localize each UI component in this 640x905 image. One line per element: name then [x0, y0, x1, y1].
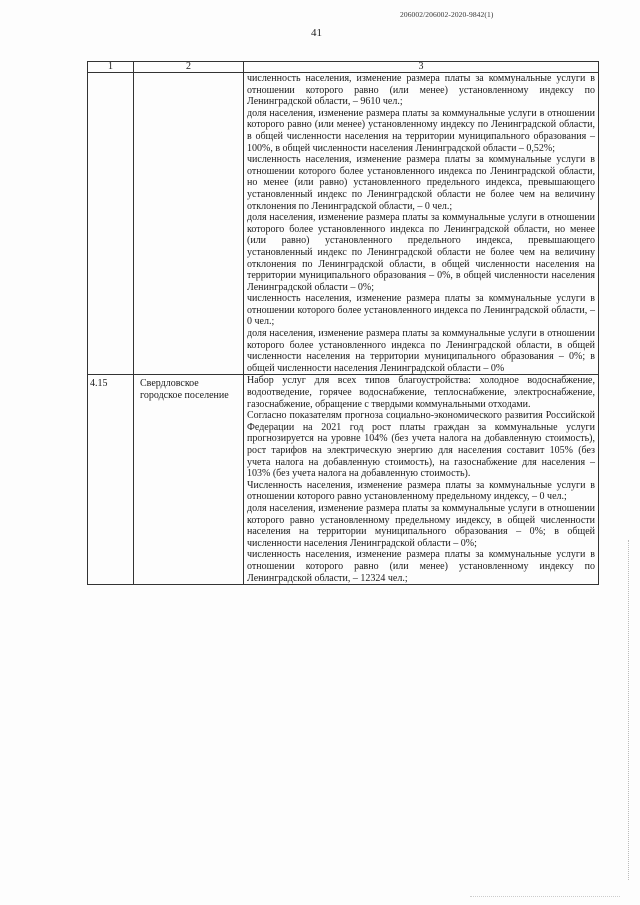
col-header-1: 1 — [88, 62, 134, 73]
col-header-3: 3 — [244, 62, 599, 73]
document-id: 206002/206002-2020-9842(1) — [400, 10, 494, 19]
paragraph: численность населения, изменение размера платы за коммунальные услуги в отношении которого равно (или менее) установленному индексу по Ленинградской области, – 12324 чел.; — [247, 549, 595, 584]
page-number: 41 — [311, 27, 322, 39]
paragraph: численность населения, изменение размера платы за коммунальные услуги в отношении которого более установленного индекса по Ленинградской области, но менее (или равно) установленного предельного индекса, превышающего установленный индекс по Ленинградской области не более чем на величину отклонения по Ленинградской области, – 0 чел.; — [247, 154, 595, 212]
paragraph: Численность населения, изменение размера платы за коммунальные услуги в отношении которого равно установленному предельному индексу, – 0 чел.; — [247, 479, 595, 503]
paragraph: доля населения, изменение размера платы за коммунальные услуги в отношении которого равно (или менее) установленному индексу по Ленинградской области, в общей численности населения на территории муниципального образования – 100%, в общей численности населения Ленинградской области – 0,52%; — [247, 107, 595, 154]
paragraph: доля населения, изменение размера платы за коммунальные услуги в отношении которого равно установленному предельному индексу, в общей численности населения на территории муниципального образования – 0%; в общей численности населения Ленинградской области – 0%; — [247, 502, 595, 549]
paragraph: доля населения, изменение размера платы за коммунальные услуги в отношении которого более установленного индекса по Ленинградской области, но менее (или равно) установленного предельного индекса, превышающего установленный индекс по Ленинградской области не более чем на величину отклонения по Ленинградской области, в общей численности населения на территории муниципального образования – 0%, в общей численности населения Ленинградской области – 0%; — [247, 212, 595, 293]
paragraph: численность населения, изменение размера платы за коммунальные услуги в отношении которого более установленного индекса по Ленинградской области, – 0 чел.; — [247, 293, 595, 328]
col-header-2: 2 — [134, 62, 244, 73]
paragraph: Набор услуг для всех типов благоустройства: холодное водоснабжение, водоотведение, горячее водоснабжение, теплоснабжение, электроснабжение, газоснабжение, обращение с твердыми коммунальными отходами. — [247, 375, 595, 410]
paragraph: численность населения, изменение размера платы за коммунальные услуги в отношении которого равно (или менее) установленному индексу по Ленинградской области, – 9610 чел.; — [247, 73, 595, 108]
table-row — [88, 73, 599, 375]
row-number: 4.15 — [88, 375, 134, 585]
scan-edge-mark — [470, 896, 620, 898]
table-header-row — [88, 62, 599, 73]
row-number — [88, 73, 134, 375]
paragraph: доля населения, изменение размера платы за коммунальные услуги в отношении которого более установленного индекса по Ленинградской области, в общей численности населения на территории муниципального образования – 0%; в общей численности населения Ленинградской области – 0% — [247, 328, 595, 374]
settlement-name — [134, 73, 244, 375]
row-description — [244, 375, 599, 585]
data-table — [87, 61, 599, 585]
settlement-name: Свердловское городское поселение — [134, 375, 244, 585]
row-description — [244, 73, 599, 375]
scan-edge-mark — [628, 540, 631, 880]
table-row — [88, 375, 599, 585]
paragraph: Согласно показателям прогноза социально-экономического развития Российской Федерации на 2021 год рост платы граждан за коммунальные услуги прогнозируется на уровне 104% (без учета налога на добавленную стоимость), рост тарифов на электрическую энергию для населения составит 105% (без учета налога на добавленную стоимость), на газоснабжение для населения – 103% (без учета налога на добавленную стоимость). — [247, 410, 595, 480]
